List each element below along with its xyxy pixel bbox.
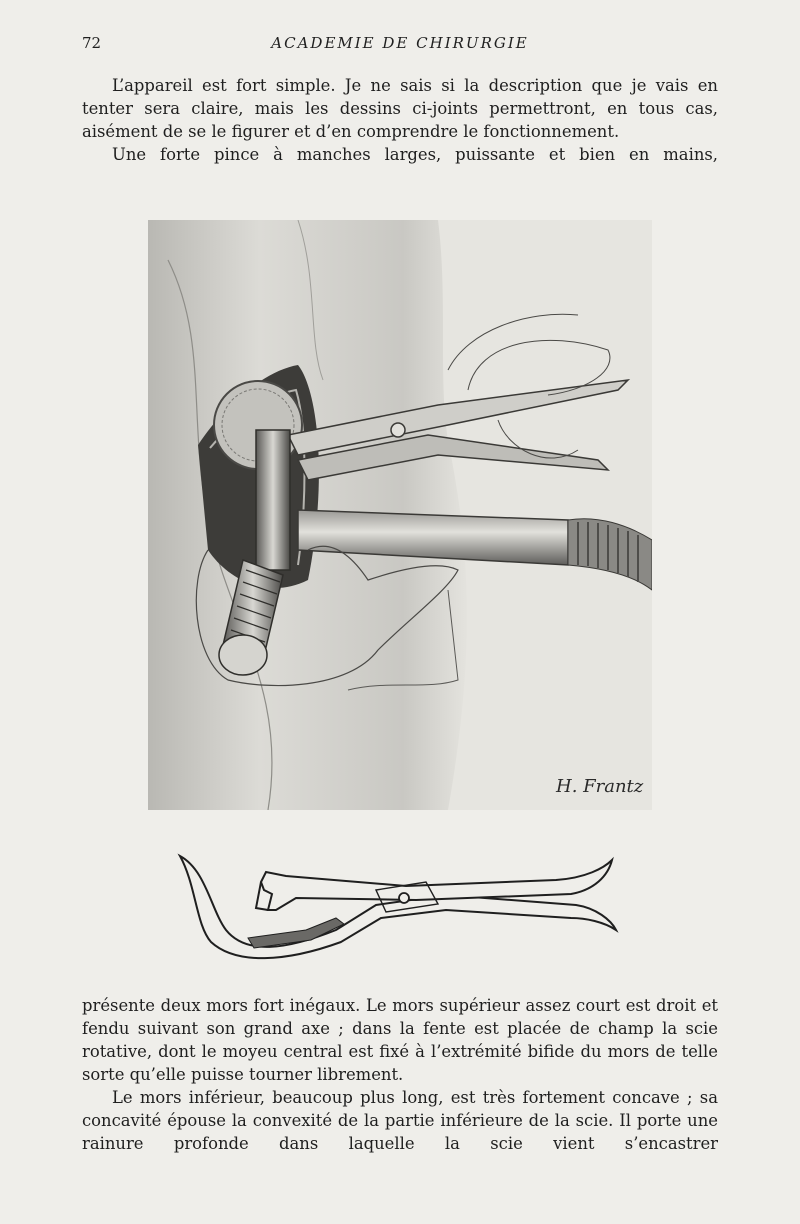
paragraph-2-start: Une forte pince à manches larges, puissante et bien en mains, xyxy=(112,145,718,164)
paragraph-1: L’appareil est fort simple. Je ne sais si la description que je vais en tenter sera claire, mais les dessins ci-joints permettront, en tous cas, aisément de se le figurer et d’en comprendre le fonctionnement. xyxy=(82,76,718,141)
pivot xyxy=(399,893,409,903)
lower-jaw-and-handle xyxy=(180,856,616,958)
surgical-illustration-drawing xyxy=(148,220,652,810)
top-text-block xyxy=(82,74,718,166)
running-title: ACADEMIE DE CHIRURGIE xyxy=(271,34,529,52)
page-header xyxy=(82,34,718,54)
page-number: 72 xyxy=(82,34,102,52)
forceps-diagram xyxy=(176,850,622,962)
forceps-line-drawing xyxy=(176,850,622,962)
paragraph-3: Le mors inférieur, beaucoup plus long, est très fortement concave ; sa concavité épouse la convexité de la partie inférieure de la scie. Il porte une rainure profonde dans laquelle la scie vient s’encastrer xyxy=(82,1088,718,1153)
artist-signature: H. Frantz xyxy=(556,776,644,797)
motor-head xyxy=(256,430,290,570)
bottom-text-block xyxy=(82,994,718,1155)
paragraph-2-continued: présente deux mors fort inégaux. Le mors supérieur assez court est droit et fendu suivant son grand axe ; dans la fente est placée de champ la scie rotative, dont le moyeu central est fixé à l’extrémité bifide du mors de telle sorte qu’elle puisse tourner librement. xyxy=(82,996,718,1084)
surgical-illustration xyxy=(148,220,652,810)
